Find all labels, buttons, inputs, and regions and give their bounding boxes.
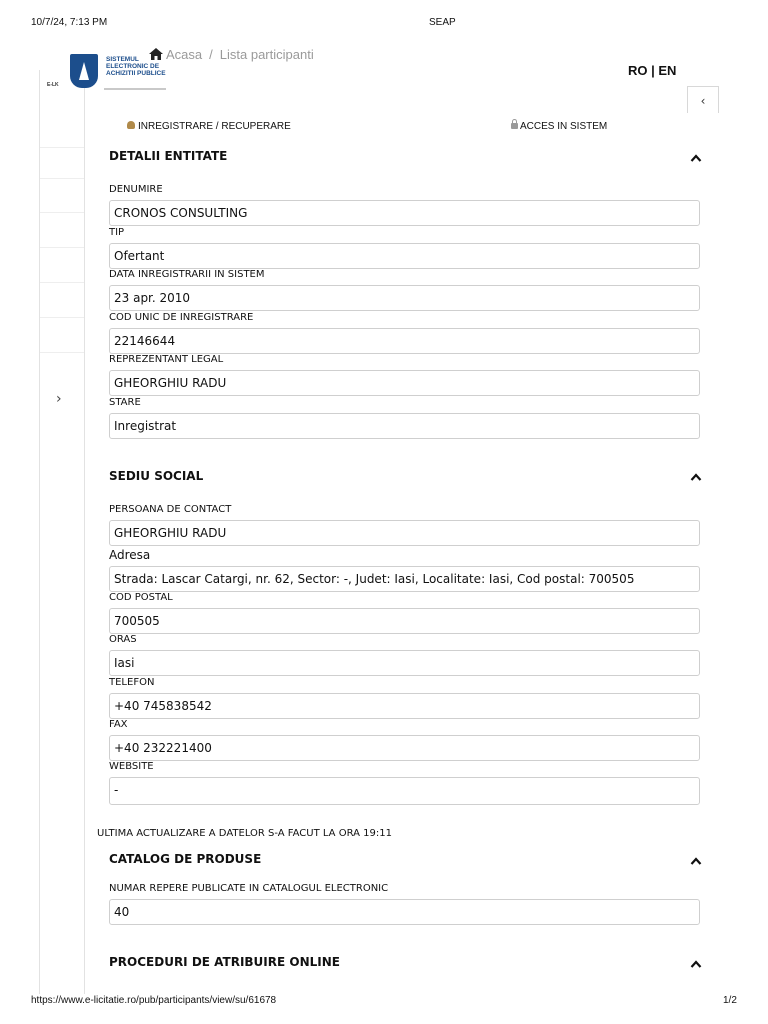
numar-repere-field[interactable]: 40 [109, 899, 700, 925]
denumire-field[interactable]: CRONOS CONSULTING [109, 200, 700, 226]
print-page-number: 1/2 [723, 995, 737, 1006]
section-title-detalii: DETALII ENTITATE [109, 149, 228, 163]
lock-icon [511, 123, 518, 129]
persoana-contact-field[interactable]: GHEORGHIU RADU [109, 520, 700, 546]
breadcrumb [149, 47, 314, 62]
breadcrumb-separator: / [209, 47, 213, 62]
field-label: DATA INREGISTRARII IN SISTEM [109, 269, 265, 280]
field-label: PERSOANA DE CONTACT [109, 504, 232, 515]
field-label: TELEFON [109, 677, 155, 688]
field-label: DENUMIRE [109, 184, 163, 195]
collapse-sidebar-button[interactable]: ‹ [687, 86, 719, 113]
breadcrumb-current[interactable]: Lista participanti [219, 47, 314, 62]
field-label: Adresa [109, 548, 151, 562]
print-url: https://www.e-licitatie.ro/pub/participants/view/su/61678 [31, 995, 277, 1006]
section-title-catalog: CATALOG DE PRODUSE [109, 852, 262, 866]
field-label: REPREZENTANT LEGAL [109, 354, 224, 365]
last-update-note: ULTIMA ACTUALIZARE A DATELOR S-A FACUT LA ORA 19:11 [97, 828, 392, 839]
website-field[interactable]: - [109, 777, 700, 805]
field-label: FAX [109, 719, 128, 730]
chevron-up-icon[interactable] [690, 958, 702, 970]
data-inregistrarii-field[interactable]: 23 apr. 2010 [109, 285, 700, 311]
print-datetime: 10/7/24, 7:13 PM [31, 17, 108, 28]
section-title-proceduri: PROCEDURI DE ATRIBUIRE ONLINE [109, 955, 340, 969]
sidebar [39, 70, 85, 994]
field-label: WEBSITE [109, 761, 154, 772]
stare-field[interactable]: Inregistrat [109, 413, 700, 439]
telefon-field[interactable]: +40 745838542 [109, 693, 700, 719]
field-label: ORAS [109, 634, 137, 645]
cod-postal-field[interactable]: 700505 [109, 608, 700, 634]
login-link[interactable]: ACCES IN SISTEM [511, 121, 607, 132]
field-label: TIP [109, 227, 125, 238]
chevron-up-icon[interactable] [690, 152, 702, 164]
tip-field[interactable]: Ofertant [109, 243, 700, 269]
chevron-up-icon[interactable] [690, 471, 702, 483]
home-icon[interactable] [149, 48, 163, 60]
cod-unic-field[interactable]: 22146644 [109, 328, 700, 354]
chevron-up-icon[interactable] [690, 855, 702, 867]
print-page-title: SEAP [429, 17, 456, 28]
user-icon [127, 121, 135, 129]
adresa-field[interactable]: Strada: Lascar Catargi, nr. 62, Sector: -, Judet: Iasi, Localitate: Iasi, Cod postal: 700505 [109, 566, 700, 592]
register-link[interactable]: INREGISTRARE / RECUPERARE [127, 121, 291, 132]
breadcrumb-home[interactable]: Acasa [166, 47, 203, 62]
section-title-sediu: SEDIU SOCIAL [109, 469, 204, 483]
language-switch[interactable]: RO | EN [628, 63, 677, 78]
field-label: NUMAR REPERE PUBLICATE IN CATALOGUL ELECTRONIC [109, 883, 389, 894]
field-label: STARE [109, 397, 141, 408]
logo-shield-icon [70, 54, 98, 88]
fax-field[interactable]: +40 232221400 [109, 735, 700, 761]
sidebar-expand-icon[interactable]: › [56, 391, 62, 407]
logo-text: SISTEMUL ELECTRONIC DE ACHIZITII PUBLICE [106, 56, 166, 77]
oras-field[interactable]: Iasi [109, 650, 700, 676]
sidebar-brand: E-LK [47, 82, 59, 88]
field-label: COD POSTAL [109, 592, 173, 603]
field-label: COD UNIC DE INREGISTRARE [109, 312, 254, 323]
reprezentant-legal-field[interactable]: GHEORGHIU RADU [109, 370, 700, 396]
